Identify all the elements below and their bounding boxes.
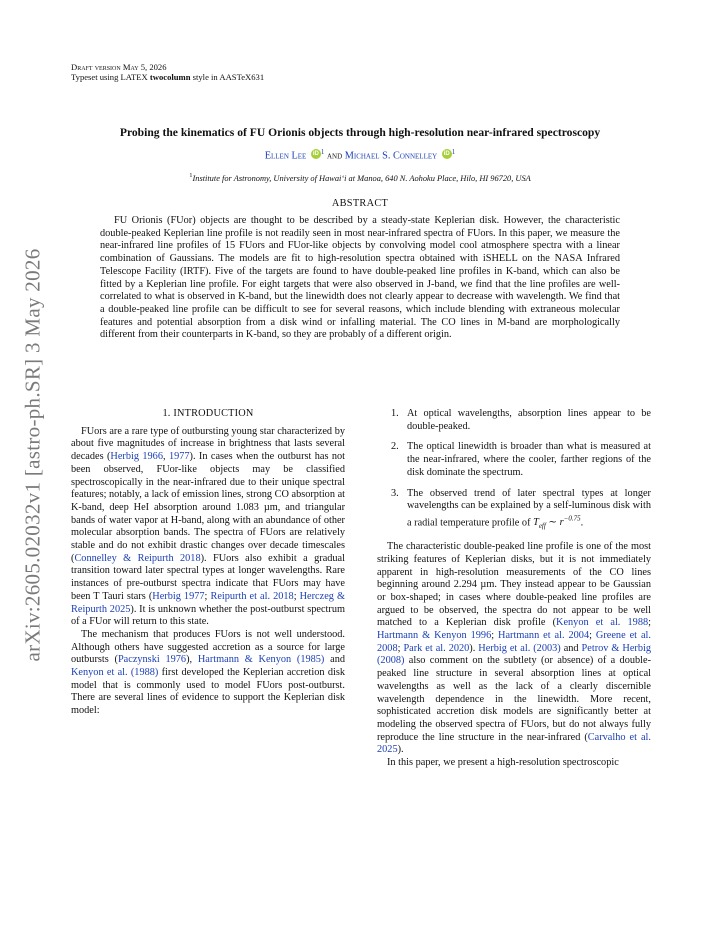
citation-link[interactable]: Kenyon et al. (1988): [71, 667, 159, 679]
citation-link[interactable]: Park et al. 2020: [403, 642, 470, 654]
intro-paragraph-1: FUors are a rare type of outbursting young star characterized by about five magnitudes of increase in brightness that lasts several decades (Herbig 1966, 1977). In cases when the outburst has not been observed, FUor-like objects may be classified spectroscopically in the near-infrared due to their unique spectral features; notably, a lack of emission lines, strong CO absorption at K-band, deep HeI absorption around 1.083 µm, and triangular bands of water vapor at H-band, along with an abundance of other molecular absorption bands. The spectra of FUors are relatively stable and do not exhibit drastic changes over decade timescales (Connelley & Reipurth 2018). FUors also exhibit a gradual transition toward later spectral types at longer wavelengths. Rare instances of pre-outburst spectra indicate that FUors may have been T Tauri stars (Herbig 1977; Reipurth et al. 2018; Herczeg & Reipurth 2025). It is unknown whether the post-outburst spectrum of a FUor will return to this state.: [71, 425, 346, 628]
citation-link[interactable]: Herczeg & Reipurth 2025: [71, 590, 345, 615]
intro-paragraph-3: The characteristic double-peaked line profile is one of the most striking features of Keplerian disks, but it is not immediately apparent in high-resolution measurements of the CO lines beginning around 2.294 µm. They instead appear to be Gaussian or box-shaped; in cases where double-peaked line profiles are argued to be observed, the spectra do not appear to be well matched to a Keplerian disk profile (Kenyon et al. 1988; Hartmann & Kenyon 1996; Hartmann et al. 2004; Greene et al. 2008; Park et al. 2020). Herbig et al. (2003) and Petrov & Herbig (2008) also comment on the subtlety (or absence) of a double-peaked line structure in several absorption lines at optical wavelengths as well as the lack of a clearly discernible wavelength dependence in the linewidth. More recent, sophisticated accretion disk models are significantly better at modeling the observed spectra of FUors, but do not always fully reproduce the line structure in the near-infrared (Carvalho et al. 2025).: [377, 541, 651, 756]
author-joiner: and: [326, 150, 343, 162]
arxiv-sidebar: [18, 235, 48, 675]
citation-link[interactable]: Reipurth et al. 2018: [210, 590, 294, 602]
list-item: 1. At optical wavelengths, absorption lines appear to be double-peaked.: [391, 408, 651, 432]
section-heading: 1. INTRODUCTION: [162, 408, 254, 419]
citation-link[interactable]: Carvalho et al. 2025: [377, 731, 651, 756]
typeset-prefix: Typeset using: [71, 72, 121, 82]
citation-link[interactable]: Paczynski 1976: [117, 654, 187, 666]
right-column: [377, 408, 651, 770]
citation-link[interactable]: Greene et al. 2008: [377, 630, 651, 654]
orcid-icon[interactable]: [311, 149, 321, 159]
citation-link[interactable]: Hartmann & Kenyon 1996: [377, 630, 492, 642]
author-affil-mark: 1: [320, 148, 325, 156]
citation-link[interactable]: Kenyon et al. 1988: [556, 617, 649, 629]
affiliation: [60, 172, 660, 183]
intro-paragraph-2: The mechanism that produces FUors is not well understood. Although others have suggested accretion as a source for large outbursts (Paczynski 1976), Hartmann & Kenyon (1985) and Kenyon et al. (1988) first developed the Keplerian accretion disk model that is commonly used to model FUors post-outburst. There are several lines of evidence to support the Keplerian disk model:: [71, 628, 345, 717]
citation-link[interactable]: 1977: [168, 451, 190, 463]
author-list: [60, 148, 660, 161]
orcid-icon[interactable]: [442, 149, 452, 159]
evidence-list: [377, 408, 651, 533]
citation-link[interactable]: Connelley & Reipurth 2018: [74, 552, 201, 564]
typeset-line: [71, 72, 264, 82]
header-meta: [71, 62, 264, 82]
left-column: [71, 408, 345, 718]
author-name[interactable]: Michael S. Connelley: [344, 150, 438, 162]
citation-link[interactable]: Hartmann et al. 2004: [498, 630, 590, 642]
abstract-text: FU Orionis (FUor) objects are thought to be described by a steady-state Keplerian disk. However, the characteristic double-peaked Keplerian line profile is not readily seen in most near-infrared spectra of FUors. In this paper, we measure the near-infrared line profiles of 15 FUors and FUor-like objects by convolving model cool atmosphere spectra with a linear combination of Gaussians. The models are fit to high-resolution spectra obtained with iSHELL on the NASA Infrared Telescope Facility (IRTF). Five of the targets are found to have double-peaked line profiles in K-band, which can also be fitted by a Keplerian line profile. For eight targets that were also observed in J-band, we find that the line profiles are well-correlated to what is observed in K-band, but the linewidth does not clearly appear to decrease with wavelength. We find that a double-peaked line profile can be difficult to see for several reasons, which include blending with extraneous molecular features and potential absorption from a disk wind or infalling material. The CO lines in M-band are morphologically different from their counterparts in K-band, so they are probably of a different origin.: [100, 215, 620, 341]
author-name[interactable]: Ellen Lee: [264, 150, 307, 162]
affiliation-number: 1: [189, 172, 193, 179]
affiliation-text: Institute for Astronomy, University of Hawai‘i at Manoa, 640 N. Aohoku Place, Hilo, HI 96720, USA: [192, 173, 531, 183]
paper-title: Probing the kinematics of FU Orionis objects through high-resolution near-infrared spectroscopy: [119, 126, 601, 139]
citation-link[interactable]: Herbig et al. (2003): [478, 642, 561, 654]
abstract-heading: ABSTRACT: [331, 198, 389, 209]
list-item: 3. The observed trend of later spectral types at longer wavelengths can be explained by a self-luminous disk with a radial temperature profile of $T_{eff}$ ∼ $r^{-0.75}$.: [391, 487, 651, 531]
temperature-profile-formula: $T_{eff}$ ∼ $r^{-0.75}$: [533, 514, 581, 531]
draft-version: Draft version May 5, 2026: [71, 62, 167, 72]
citation-link[interactable]: Herbig 1966: [110, 451, 163, 463]
citation-link[interactable]: Hartmann & Kenyon (1985): [197, 654, 325, 666]
arxiv-identifier: arXiv:2605.02032v1 [astro-ph.SR] 3 May 2026: [20, 248, 45, 662]
intro-paragraph-4: In this paper, we present a high-resolution spectroscopic: [387, 757, 619, 769]
citation-link[interactable]: Herbig 1977: [152, 590, 205, 602]
list-item: 2. The optical linewidth is broader than what is measured at the near-infrared, where the cooler, farther regions of the disk dominate the spectrum.: [391, 441, 651, 478]
typeset-suffix: style in AASTeX631: [190, 72, 265, 82]
author-affil-mark: 1: [451, 148, 456, 156]
citation-link[interactable]: Petrov & Herbig (2008): [377, 642, 651, 667]
twocolumn-label: twocolumn: [149, 72, 191, 82]
latex-logo: LATEX: [120, 72, 148, 82]
